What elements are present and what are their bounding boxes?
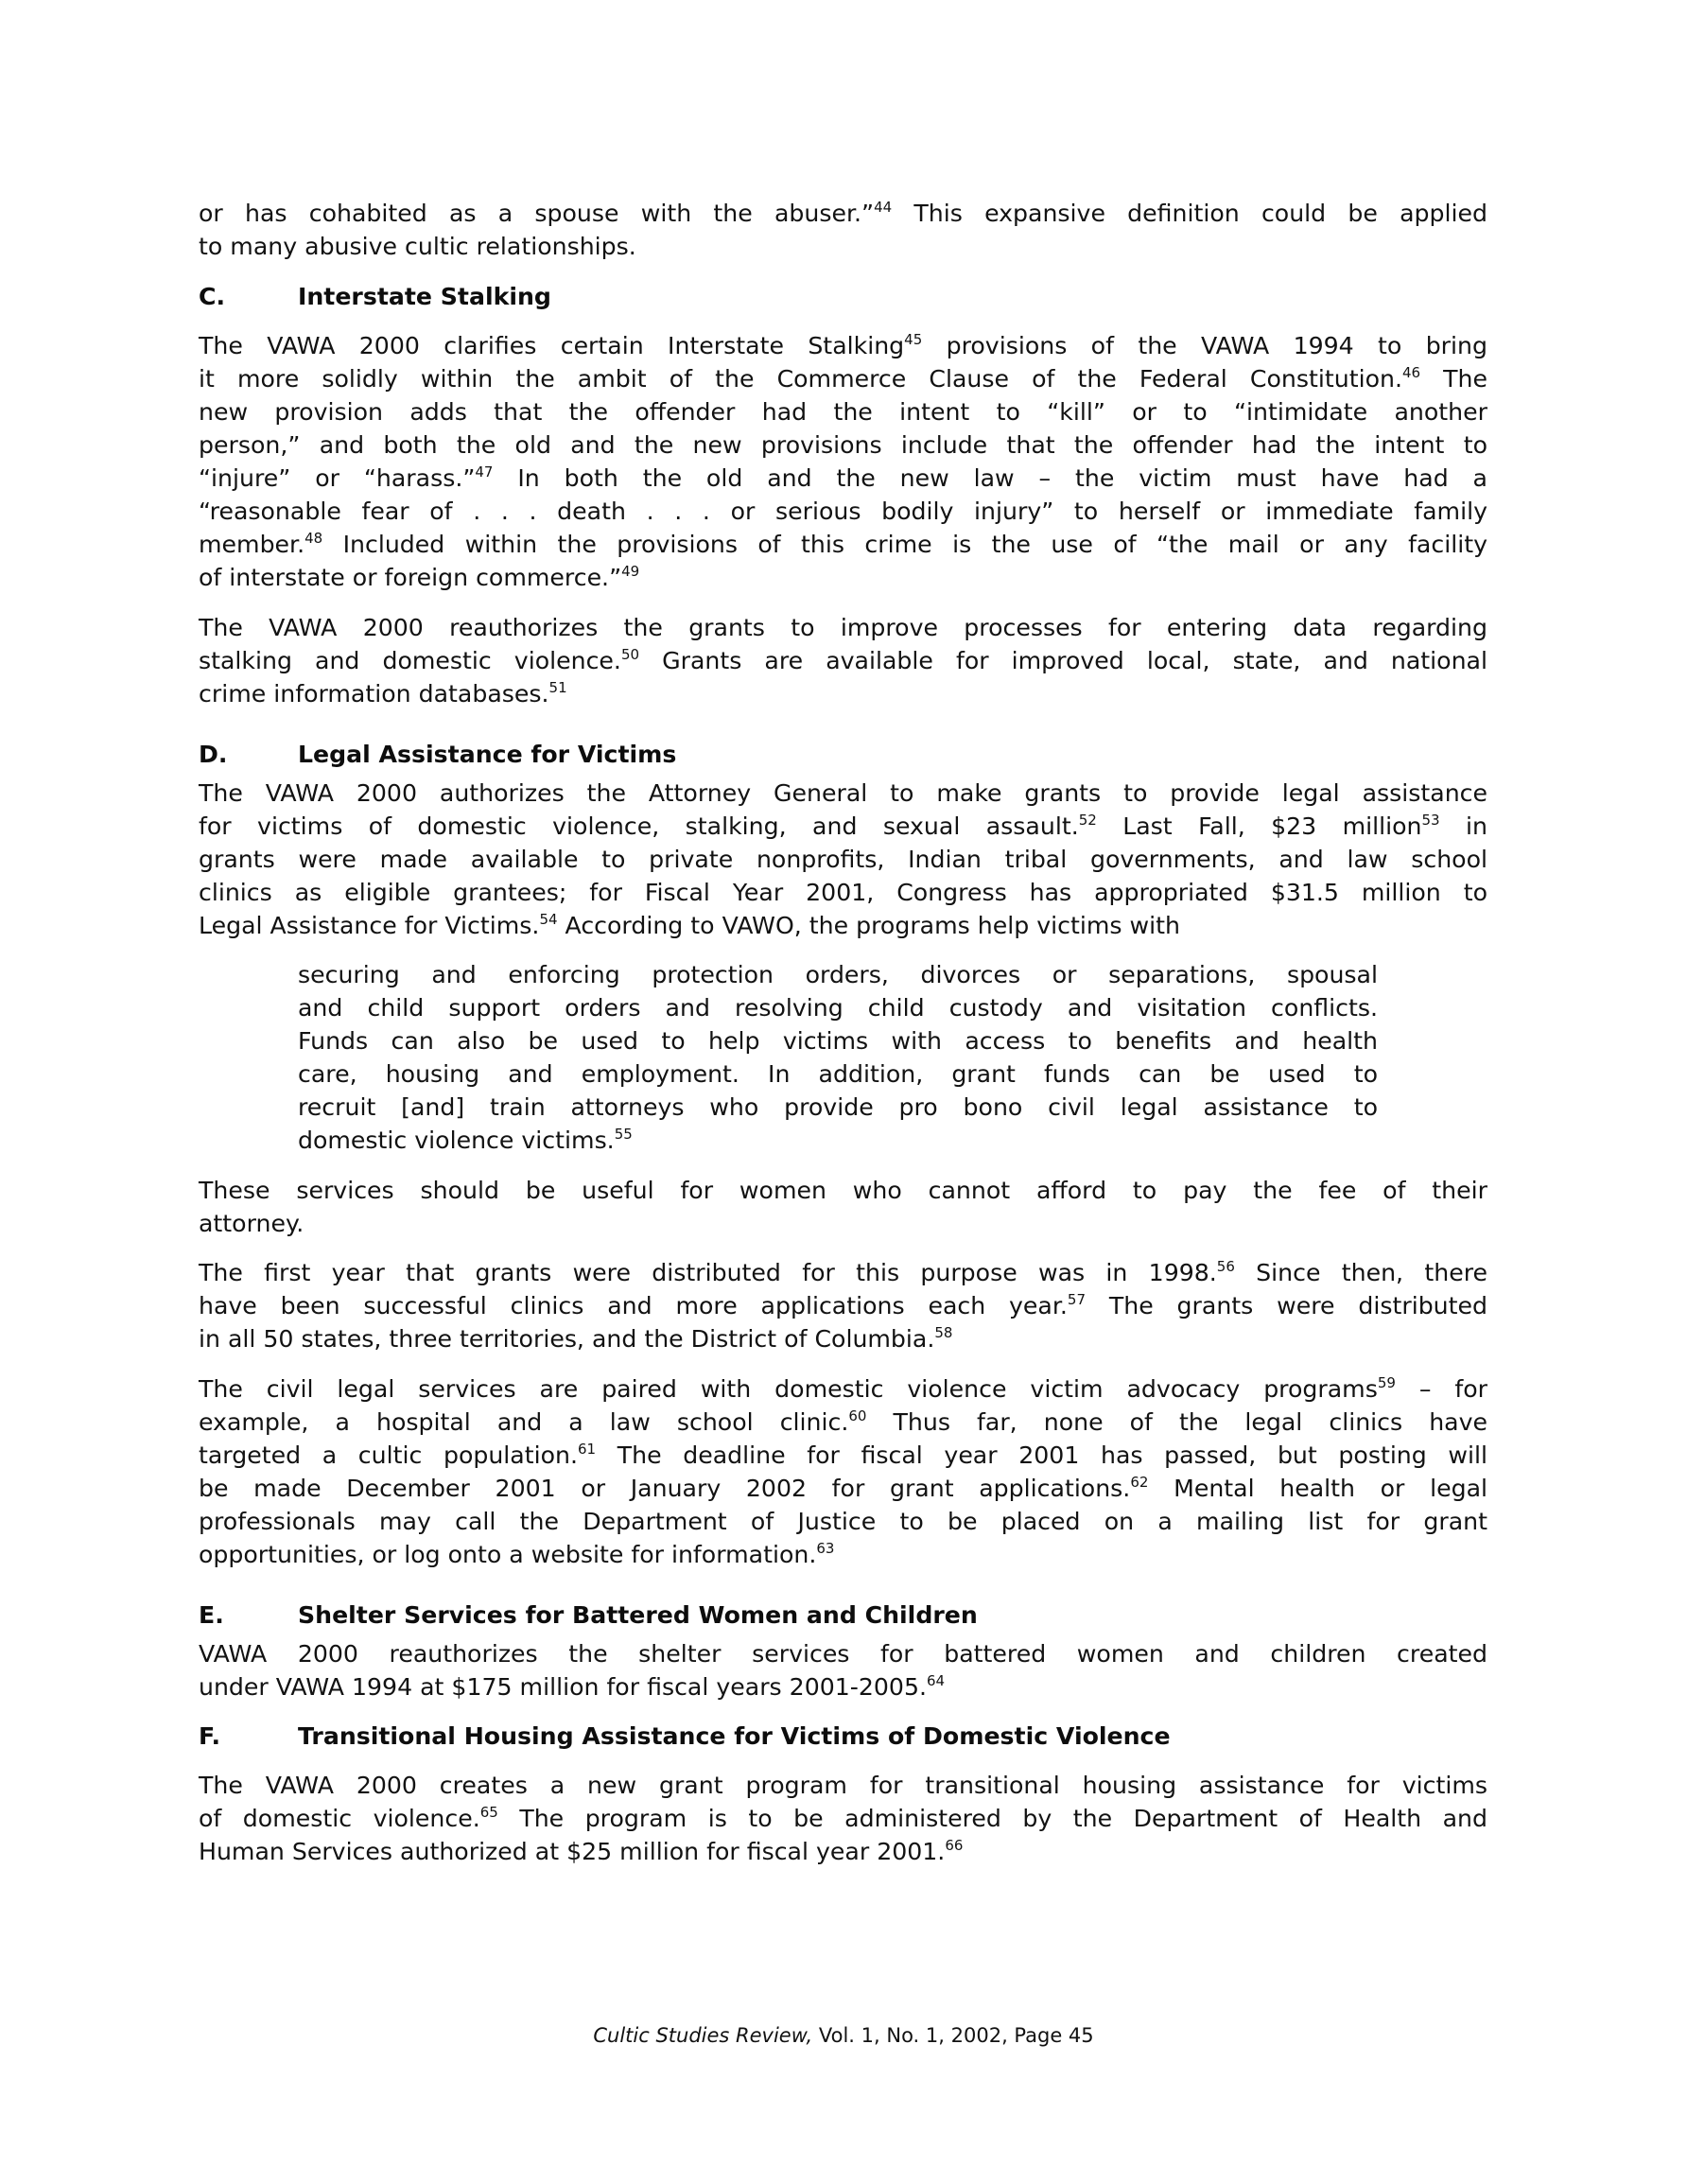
- text-line: [199, 197, 1487, 230]
- footnote-reference[interactable]: 66: [945, 1837, 964, 1854]
- text-line: [199, 1637, 1487, 1670]
- footnote-reference[interactable]: 50: [620, 646, 640, 663]
- text-line: [199, 1670, 1487, 1704]
- text-line: [199, 843, 1487, 876]
- block-quote-vawo: [298, 958, 1378, 1157]
- text-run: of interstate or foreign commerce.”: [199, 564, 622, 591]
- section-title: Legal Assistance for Victims: [298, 741, 677, 768]
- text-line: [199, 428, 1487, 462]
- text-line: [199, 1538, 1487, 1571]
- text-line: [199, 1835, 1487, 1868]
- footnote-reference[interactable]: 54: [539, 911, 558, 928]
- text-line: [199, 1207, 1487, 1240]
- section-heading-c: [199, 280, 1487, 313]
- footnote-reference[interactable]: 49: [621, 563, 640, 580]
- text-run: person,” and both the old and the new provisions include that the offender had the intent to: [199, 431, 1487, 459]
- text-run: example, a hospital and a law school clinic.: [199, 1408, 849, 1436]
- footnote-reference[interactable]: 45: [904, 331, 923, 348]
- text-line: [199, 362, 1487, 395]
- footnote-reference[interactable]: 44: [874, 199, 893, 216]
- footnote-reference[interactable]: 51: [548, 679, 567, 696]
- footnote-reference[interactable]: 48: [304, 530, 323, 547]
- text-run: The deadline for fiscal year 2001 has passed, but posting will: [596, 1441, 1487, 1469]
- footnote-reference[interactable]: 58: [934, 1324, 953, 1341]
- text-run: in all 50 states, three territories, and the District of Columbia.: [199, 1325, 935, 1353]
- section-letter: D.: [199, 741, 228, 768]
- paragraph-transitional-housing: [199, 1769, 1487, 1868]
- text-line: [199, 611, 1487, 644]
- text-line: [199, 230, 1487, 263]
- footnote-reference[interactable]: 63: [816, 1540, 835, 1557]
- text-run: These services should be useful for women who cannot afford to pay the fee of their: [199, 1177, 1487, 1204]
- text-run: it more solidly within the ambit of the Commerce Clause of the Federal Constitution.: [199, 365, 1402, 393]
- text-line: [199, 810, 1487, 843]
- text-line: [199, 1174, 1487, 1207]
- text-line: [199, 462, 1487, 495]
- text-line: [199, 495, 1487, 528]
- footnote-reference[interactable]: 55: [614, 1126, 633, 1143]
- text-run: for victims of domestic violence, stalking, and sexual assault.: [199, 812, 1079, 840]
- text-line: [199, 1802, 1487, 1835]
- text-line: [298, 1124, 1378, 1157]
- text-run: new provision adds that the offender had the intent to “kill” or to “intimidate another: [199, 398, 1487, 426]
- footnote-reference[interactable]: 61: [578, 1441, 597, 1458]
- text-run: The VAWA 2000 authorizes the Attorney General to make grants to provide legal assistance: [199, 779, 1487, 807]
- paragraph-first-year: [199, 1256, 1487, 1355]
- footnote-reference[interactable]: 60: [848, 1407, 867, 1424]
- section-title: Interstate Stalking: [298, 283, 551, 310]
- text-run: domestic violence victims.: [298, 1127, 615, 1154]
- text-run: of domestic violence.: [199, 1805, 480, 1832]
- text-run: The VAWA 2000 reauthorizes the grants to improve processes for entering data regarding: [199, 614, 1487, 641]
- section-letter: F.: [199, 1722, 221, 1750]
- text-run: care, housing and employment. In addition, grant funds can be used to: [298, 1060, 1378, 1088]
- text-line: [199, 777, 1487, 810]
- section-title: Shelter Services for Battered Women and Children: [298, 1601, 978, 1629]
- section-heading-e: [199, 1599, 1487, 1632]
- journal-issue-page: Vol. 1, No. 1, 2002, Page 45: [812, 2024, 1094, 2047]
- text-run: to many abusive cultic relationships.: [199, 233, 636, 260]
- text-line: [199, 644, 1487, 677]
- section-heading-d: [199, 738, 1487, 771]
- text-run: Since then, there: [1234, 1259, 1487, 1286]
- text-run: The civil legal services are paired with domestic violence victim advocacy programs: [199, 1375, 1378, 1403]
- text-run: professionals may call the Department of Justice to be placed on a mailing list for grant: [199, 1508, 1487, 1535]
- paragraph-services-useful: [199, 1174, 1487, 1240]
- text-line: [199, 1406, 1487, 1439]
- section-title: Transitional Housing Assistance for Victims of Domestic Violence: [298, 1722, 1171, 1750]
- text-run: Grants are available for improved local, state, and national: [639, 647, 1487, 674]
- text-run: The grants were distributed: [1086, 1292, 1488, 1319]
- text-run: VAWA 2000 reauthorizes the shelter services for battered women and children created: [199, 1640, 1487, 1668]
- text-run: crime information databases.: [199, 680, 549, 708]
- footnote-reference[interactable]: 64: [926, 1672, 946, 1689]
- text-run: According to VAWO, the programs help victims with: [557, 912, 1180, 939]
- text-run: Thus far, none of the legal clinics have: [866, 1408, 1487, 1436]
- text-run: clinics as eligible grantees; for Fiscal Year 2001, Congress has appropriated $31.5 million to: [199, 879, 1487, 906]
- text-run: – for: [1395, 1375, 1487, 1403]
- section-heading-f: [199, 1720, 1487, 1753]
- text-run: provisions of the VAWA 1994 to bring: [922, 332, 1487, 359]
- text-line: [199, 395, 1487, 428]
- text-run: targeted a cultic population.: [199, 1441, 578, 1469]
- section-letter: C.: [199, 283, 226, 310]
- section-letter: E.: [199, 1601, 224, 1629]
- text-line: [199, 1769, 1487, 1802]
- text-run: member.: [199, 531, 305, 558]
- paragraph-civil-legal-services: [199, 1372, 1487, 1571]
- paragraph-data-grants: [199, 611, 1487, 710]
- footnote-reference[interactable]: 53: [1421, 812, 1440, 829]
- text-run: This expansive definition could be applied: [892, 200, 1487, 227]
- text-run: Funds can also be used to help victims with access to benefits and health: [298, 1027, 1378, 1055]
- text-line: [199, 329, 1487, 362]
- text-run: be made December 2001 or January 2002 for grant applications.: [199, 1475, 1131, 1502]
- text-run: Last Fall, $23 million: [1096, 812, 1422, 840]
- footnote-reference[interactable]: 56: [1216, 1258, 1235, 1275]
- text-line: [199, 1256, 1487, 1289]
- text-run: have been successful clinics and more applications each year.: [199, 1292, 1068, 1319]
- paragraph-legal-assistance: [199, 777, 1487, 942]
- text-run: stalking and domestic violence.: [199, 647, 621, 674]
- text-run: or has cohabited as a spouse with the abuser.”: [199, 200, 875, 227]
- text-run: under VAWA 1994 at $175 million for fiscal years 2001-2005.: [199, 1673, 927, 1701]
- footnote-reference[interactable]: 57: [1067, 1291, 1087, 1308]
- text-run: opportunities, or log onto a website for information.: [199, 1541, 817, 1568]
- text-run: recruit [and] train attorneys who provide pro bono civil legal assistance to: [298, 1093, 1378, 1121]
- text-line: [298, 991, 1378, 1024]
- text-line: [298, 1057, 1378, 1091]
- text-line: [298, 1024, 1378, 1057]
- text-run: The VAWA 2000 clarifies certain Interstate Stalking: [199, 332, 905, 359]
- text-run: securing and enforcing protection orders, divorces or separations, spousal: [298, 961, 1378, 988]
- text-line: [199, 1372, 1487, 1406]
- text-run: “reasonable fear of . . . death . . . or serious bodily injury” to herself or immediate family: [199, 498, 1487, 525]
- text-run: in: [1439, 812, 1487, 840]
- text-run: grants were made available to private nonprofits, Indian tribal governments, and law school: [199, 846, 1487, 873]
- paragraph-intro: [199, 197, 1487, 263]
- footnote-reference[interactable]: 47: [475, 463, 494, 480]
- page-footer: [0, 2022, 1687, 2049]
- text-run: Human Services authorized at $25 million for fiscal year 2001.: [199, 1838, 946, 1865]
- text-line: [199, 561, 1487, 594]
- text-line: [199, 677, 1487, 710]
- paragraph-shelter-services: [199, 1637, 1487, 1704]
- text-run: In both the old and the new law – the victim must have had a: [493, 464, 1487, 492]
- text-run: Included within the provisions of this crime is the use of “the mail or any facility: [322, 531, 1487, 558]
- text-run: Legal Assistance for Victims.: [199, 912, 540, 939]
- text-run: attorney.: [199, 1210, 304, 1237]
- text-line: [199, 1322, 1487, 1355]
- text-run: The: [1420, 365, 1487, 393]
- footnote-reference[interactable]: 46: [1401, 364, 1421, 381]
- text-line: [199, 1439, 1487, 1472]
- footnote-reference[interactable]: 59: [1377, 1374, 1396, 1391]
- text-line: [199, 876, 1487, 909]
- text-line: [298, 1091, 1378, 1124]
- journal-title: Cultic Studies Review,: [593, 2024, 813, 2047]
- footnote-reference[interactable]: 62: [1130, 1474, 1149, 1491]
- text-line: [199, 528, 1487, 561]
- text-line: [298, 958, 1378, 991]
- paragraph-interstate-stalking: [199, 329, 1487, 594]
- text-run: The program is to be administered by the Department of Health and: [497, 1805, 1488, 1832]
- text-line: [199, 1472, 1487, 1505]
- footnote-reference[interactable]: 52: [1078, 812, 1097, 829]
- text-line: [199, 909, 1487, 942]
- text-run: and child support orders and resolving child custody and visitation conflicts.: [298, 994, 1378, 1022]
- text-run: Mental health or legal: [1148, 1475, 1487, 1502]
- text-run: The VAWA 2000 creates a new grant program for transitional housing assistance for victims: [199, 1772, 1487, 1799]
- footnote-reference[interactable]: 65: [479, 1804, 498, 1821]
- text-run: “injure” or “harass.”: [199, 464, 476, 492]
- text-run: The first year that grants were distributed for this purpose was in 1998.: [199, 1259, 1217, 1286]
- text-line: [199, 1505, 1487, 1538]
- text-line: [199, 1289, 1487, 1322]
